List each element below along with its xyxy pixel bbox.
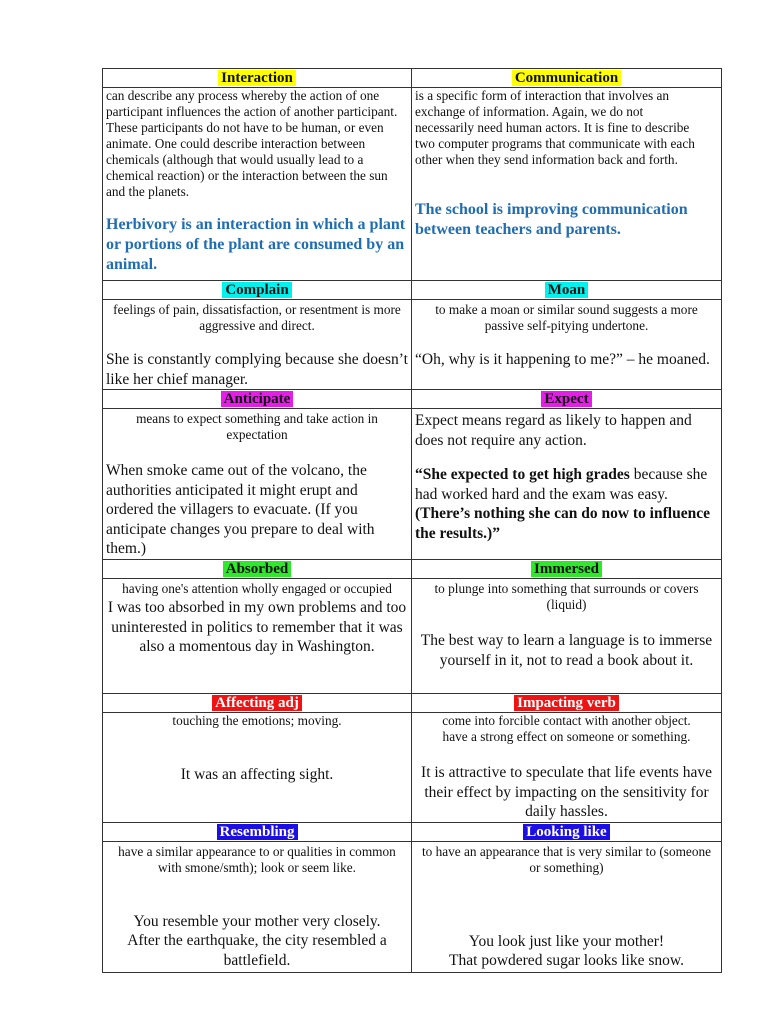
term-heading: Anticipate — [221, 391, 294, 407]
content-cell — [103, 841, 412, 972]
example-part: because she had worked hard and the exam was easy. — [415, 466, 708, 503]
content-cell — [103, 409, 412, 560]
term-heading: Resembling — [217, 824, 298, 840]
example-text: Herbivory is an interaction in which a plant or portions of the plant are consumed by an animal. — [106, 216, 406, 273]
example-text: I was too absorbed in my own problems and too uninterested in politics to remember that it was also a momentous day in Washington. — [107, 599, 407, 655]
term-heading: Complain — [222, 282, 291, 298]
term-heading: Absorbed — [223, 561, 292, 577]
example-bold-part: “She expected to get high grades — [415, 466, 630, 483]
content-cell — [412, 579, 722, 694]
example-text: “Oh, why is it happening to me?” – he moaned. — [415, 351, 710, 368]
header-row — [103, 560, 722, 579]
content-cell — [412, 713, 722, 823]
content-row — [103, 579, 722, 694]
example-text: After the earthquake, the city resembled a battlefield. — [127, 932, 387, 969]
header-cell — [412, 390, 722, 409]
example-text: You resemble your mother very closely. — [133, 912, 381, 930]
term-heading: Interaction — [218, 70, 296, 86]
term-heading: Expect — [541, 391, 591, 407]
term-heading: Communication — [512, 70, 621, 86]
content-row — [103, 841, 722, 972]
header-cell — [103, 822, 412, 841]
example-text: She is constantly complying because she doesn’t like her chief manager. — [106, 351, 408, 388]
header-cell — [103, 281, 412, 300]
definition-text: to plunge into something that surrounds or covers (liquid) — [434, 581, 699, 612]
content-row — [103, 88, 722, 281]
example-text — [415, 465, 718, 543]
header-row — [103, 694, 722, 713]
definition-text: can describe any process whereby the action of one participant influences the action of another participant. These participants do not have to be human, or even animate. One could describe interaction between chemicals (although that would usually lead to a chemical reaction) or the interaction between the sun and the planets. — [106, 88, 398, 199]
definition-text: having one's attention wholly engaged or occupied — [122, 581, 392, 596]
definition-text: feelings of pain, dissatisfaction, or resentment is more aggressive and direct. — [113, 302, 401, 333]
term-heading: Immersed — [531, 561, 602, 577]
definition-text: have a similar appearance to or qualities in common with smone/smth); look or seem like. — [118, 843, 396, 875]
definition-text: touching the emotions; moving. — [172, 713, 342, 728]
header-cell — [103, 560, 412, 579]
example-text: It is attractive to speculate that life events have their effect by impacting on the sensitivity for daily hassles. — [421, 764, 712, 820]
content-cell — [103, 579, 412, 694]
header-cell — [412, 822, 722, 841]
content-cell — [103, 88, 412, 281]
header-cell — [412, 69, 722, 88]
definition-text: is a specific form of interaction that involves an exchange of information. Again, we do not necessarily need human actors. It is fine to describe two computer programs that communicate with each other when they send information back and forth. — [415, 88, 695, 167]
content-cell — [412, 841, 722, 972]
header-cell — [412, 694, 722, 713]
content-row — [103, 409, 722, 560]
definition-text: means to expect something and take action in expectation — [136, 411, 378, 442]
example-bold-part: (There’s nothing she can do now to influence the results.)” — [415, 505, 710, 542]
term-heading: Affecting adj — [212, 695, 302, 711]
example-text: The best way to learn a language is to immerse yourself in it, not to read a book about it. — [420, 632, 713, 669]
content-cell — [103, 713, 412, 823]
header-row — [103, 390, 722, 409]
header-cell — [412, 281, 722, 300]
example-text: It was an affecting sight. — [180, 766, 334, 783]
example-text: When smoke came out of the volcano, the authorities anticipated it might erupt and ordered the villagers to evacuate. (If you anticipate changes you prepare to deal with them.) — [106, 462, 375, 557]
header-row — [103, 822, 722, 841]
header-cell — [103, 390, 412, 409]
header-cell — [412, 560, 722, 579]
example-text: That powdered sugar looks like snow. — [449, 952, 684, 969]
vocabulary-table — [102, 68, 722, 973]
content-row — [103, 713, 722, 823]
content-cell — [412, 88, 722, 281]
term-heading: Looking like — [523, 824, 609, 840]
term-heading: Impacting verb — [514, 695, 619, 711]
header-row — [103, 69, 722, 88]
content-cell — [412, 409, 722, 560]
definition-text: to make a moan or similar sound suggests a more passive self-pitying undertone. — [435, 302, 698, 333]
content-row — [103, 300, 722, 390]
content-cell — [412, 300, 722, 390]
definition-text: come into forcible contact with another object. — [442, 713, 691, 728]
definition-text: Expect means regard as likely to happen and does not require any action. — [415, 412, 692, 449]
definition-text: to have an appearance that is very similar to (someone or something) — [421, 843, 712, 875]
term-heading: Moan — [545, 282, 589, 298]
header-cell — [103, 69, 412, 88]
example-text: The school is improving communication between teachers and parents. — [415, 201, 688, 238]
content-cell — [103, 300, 412, 390]
header-row — [103, 281, 722, 300]
definition-text: have a strong effect on someone or something. — [442, 729, 691, 744]
example-text: You look just like your mother! — [468, 932, 665, 950]
header-cell — [103, 694, 412, 713]
